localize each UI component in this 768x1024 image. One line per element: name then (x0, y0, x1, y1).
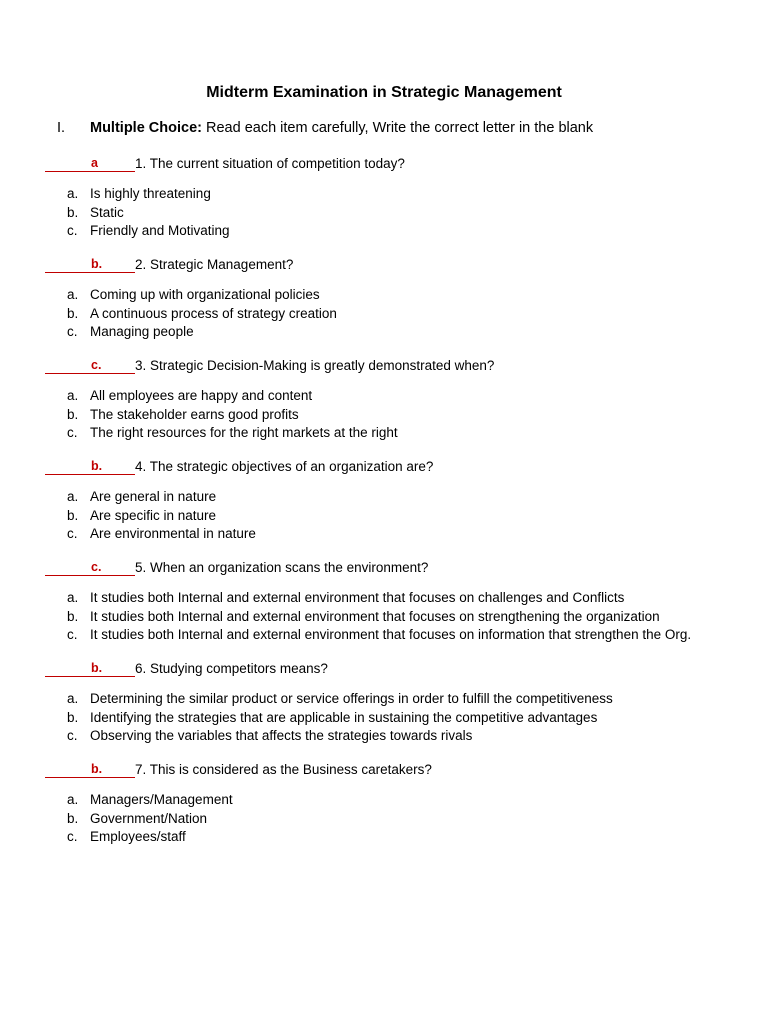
answer-blank (45, 762, 135, 778)
question-text: 7. This is considered as the Business caretakers? (135, 762, 432, 777)
option-letter: c. (67, 223, 78, 239)
question-text: 2. Strategic Management? (135, 257, 294, 272)
question-text: 6. Studying competitors means? (135, 661, 328, 676)
section-header (57, 120, 593, 136)
option-item (67, 424, 398, 442)
option-text: Identifying the strategies that are applicable in sustaining the competitive advantages (90, 709, 598, 725)
option-letter: a. (67, 489, 79, 504)
section-number: I. (57, 120, 66, 136)
option-item (67, 727, 472, 745)
question-1 (45, 154, 405, 172)
option-letter: a. (67, 691, 79, 706)
answer-blank (45, 156, 135, 172)
option-text: Static (90, 204, 124, 220)
option-letter: a. (67, 590, 79, 605)
option-letter: c. (67, 829, 78, 845)
option-text: It studies both Internal and external environment that focuses on information that strengthen the Org. (90, 627, 692, 643)
option-text: Are general in nature (90, 489, 217, 504)
option-text: It studies both Internal and external environment that focuses on challenges and Conflicts (90, 590, 625, 605)
option-letter: b. (67, 406, 79, 422)
option-letter: c. (67, 627, 78, 643)
option-item (67, 709, 597, 727)
question-5 (45, 558, 428, 576)
option-item (67, 525, 256, 543)
option-item (67, 690, 613, 708)
answer-letter: b. (91, 661, 103, 675)
option-item (67, 626, 691, 644)
option-letter: b. (67, 305, 79, 321)
option-item (67, 185, 211, 203)
option-letter: b. (67, 709, 79, 725)
option-item (67, 286, 320, 304)
option-text: Managers/Management (90, 792, 233, 807)
option-letter: a. (67, 792, 79, 807)
option-text: Coming up with organizational policies (90, 287, 320, 302)
option-letter: b. (67, 810, 79, 826)
option-text: Is highly threatening (90, 186, 211, 201)
option-item (67, 608, 660, 626)
option-letter: b. (67, 608, 79, 624)
question-text: 1. The current situation of competition today? (135, 156, 405, 171)
option-letter: a. (67, 186, 79, 201)
question-6 (45, 659, 328, 677)
option-text: Employees/staff (90, 829, 186, 845)
option-text: Government/Nation (90, 810, 208, 826)
option-text: All employees are happy and content (90, 388, 313, 403)
option-text: Observing the variables that affects the strategies towards rivals (90, 728, 473, 744)
option-letter: b. (67, 204, 79, 220)
option-item (67, 387, 312, 405)
option-item (67, 222, 230, 240)
option-text: Managing people (90, 324, 194, 340)
option-item (67, 791, 233, 809)
option-item (67, 828, 186, 846)
question-text: 5. When an organization scans the environment? (135, 560, 429, 575)
option-letter: a. (67, 287, 79, 302)
answer-letter: b. (91, 257, 103, 271)
option-item (67, 810, 207, 828)
option-item (67, 406, 299, 424)
option-letter: c. (67, 425, 78, 441)
answer-letter: c. (91, 560, 102, 574)
question-7 (45, 760, 432, 778)
answer-letter: c. (91, 358, 102, 372)
option-letter: b. (67, 507, 79, 523)
page-title: Midterm Examination in Strategic Management (206, 84, 562, 101)
option-item (67, 323, 194, 341)
option-letter: c. (67, 526, 78, 542)
option-text: A continuous process of strategy creation (90, 305, 337, 321)
option-item (67, 204, 124, 222)
answer-letter: a (91, 156, 98, 170)
question-3 (45, 356, 494, 374)
answer-blank (45, 257, 135, 273)
question-text: 3. Strategic Decision-Making is greatly demonstrated when? (135, 358, 495, 373)
option-item (67, 305, 337, 323)
option-text: The stakeholder earns good profits (90, 406, 299, 422)
answer-blank (45, 459, 135, 475)
answer-blank (45, 661, 135, 677)
option-text: The right resources for the right markets at the right (90, 425, 398, 441)
option-item (67, 507, 216, 525)
question-text: 4. The strategic objectives of an organization are? (135, 459, 434, 474)
option-letter: c. (67, 728, 78, 744)
answer-blank (45, 560, 135, 576)
question-2 (45, 255, 293, 273)
option-text: Are environmental in nature (90, 526, 256, 542)
answer-blank (45, 358, 135, 374)
section-instruction: Read each item carefully, Write the correct letter in the blank (201, 120, 594, 136)
option-letter: c. (67, 324, 78, 340)
section-heading: Multiple Choice: (90, 120, 202, 136)
answer-letter: b. (91, 459, 103, 473)
option-text: Determining the similar product or service offerings in order to fulfill the competitiveness (90, 691, 613, 706)
question-4 (45, 457, 433, 475)
answer-letter: b. (91, 762, 103, 776)
option-item (67, 488, 216, 506)
option-text: Friendly and Motivating (90, 223, 230, 239)
option-text: Are specific in nature (90, 507, 217, 523)
option-text: It studies both Internal and external environment that focuses on strengthening the organization (90, 608, 660, 624)
option-item (67, 589, 624, 607)
option-letter: a. (67, 388, 79, 403)
